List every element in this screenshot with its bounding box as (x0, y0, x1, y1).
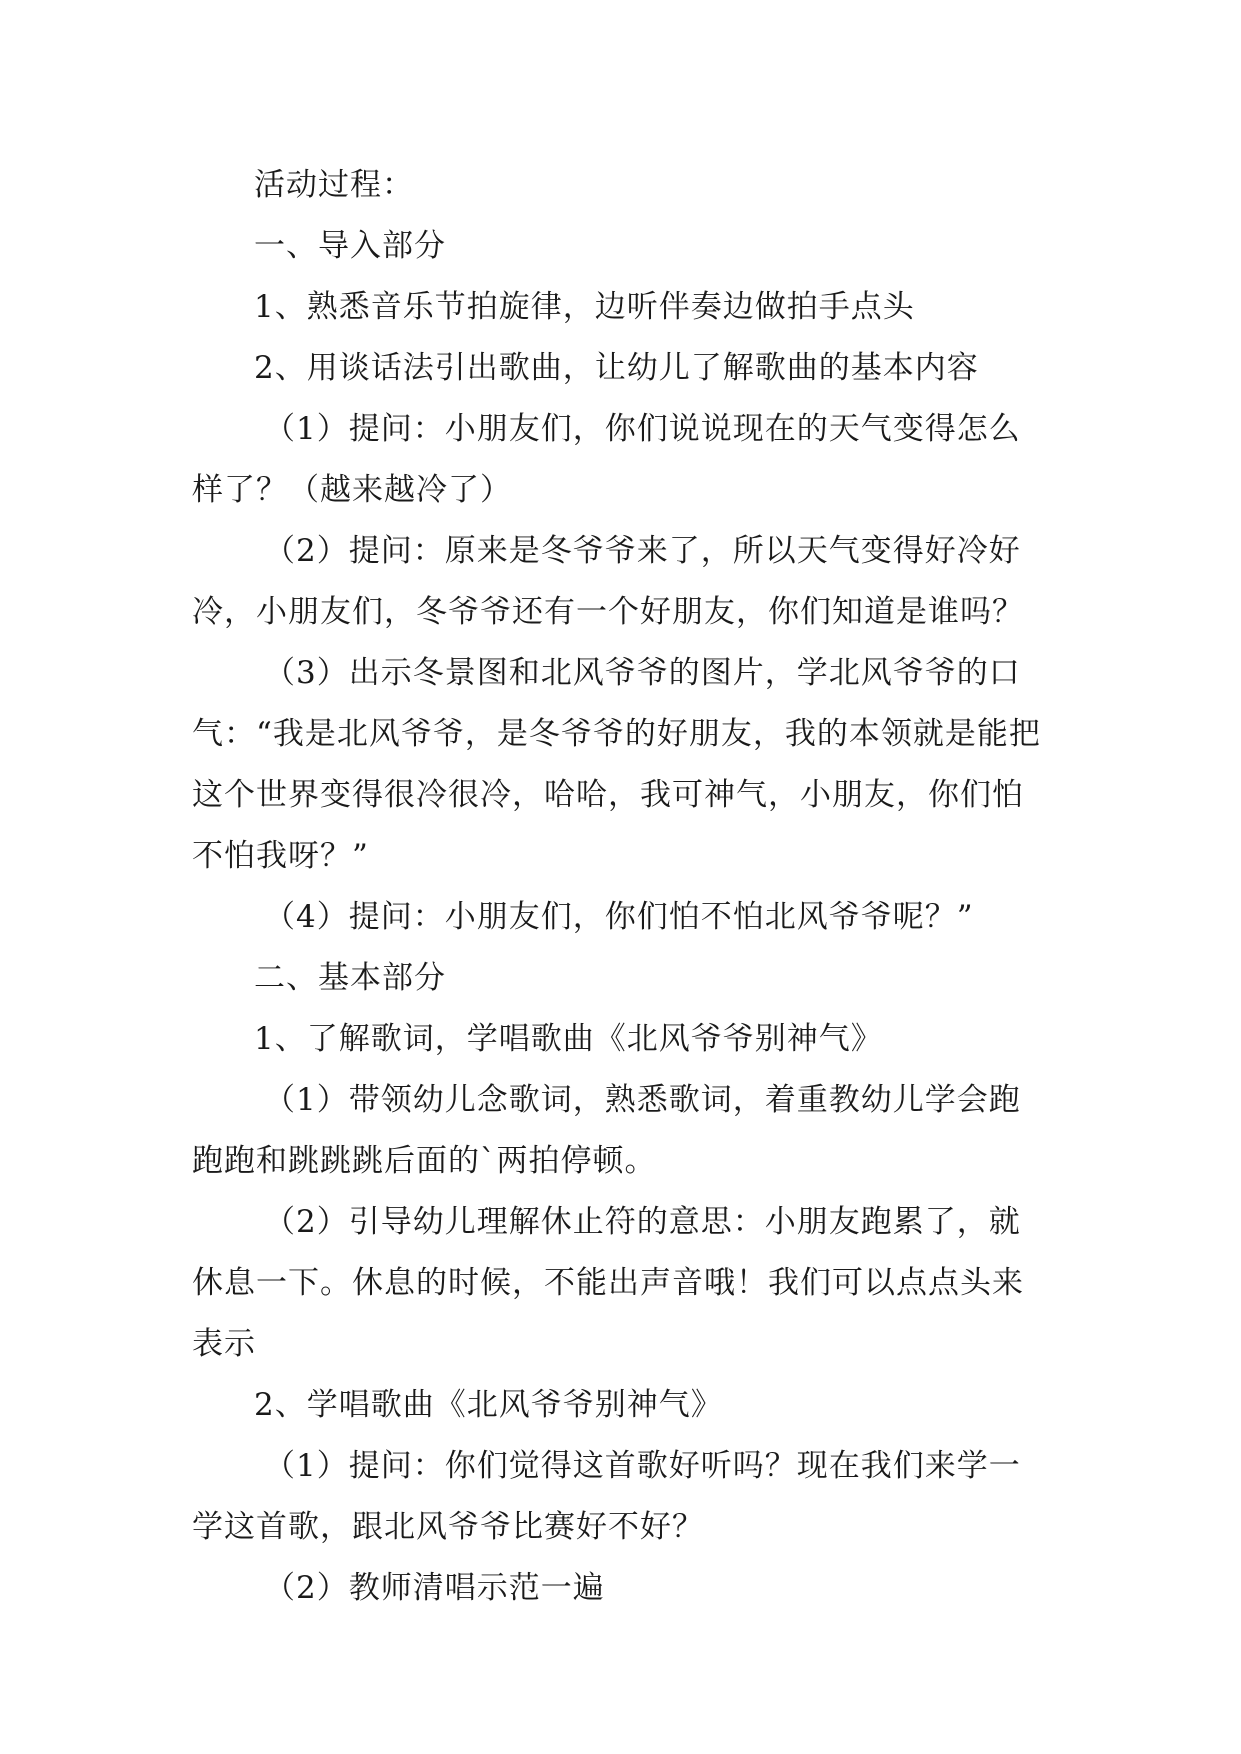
item-2-teacher-demo: （2）教师清唱示范一遍 (264, 1570, 605, 1606)
section-heading-basic: 二、基本部分 (254, 960, 446, 996)
question-2-winter-grandpa: （2）提问：原来是冬爷爷来了，所以天气变得好冷好冷，小朋友们，冬爷爷还有一个好朋友，你们知道是谁吗？ (192, 533, 1024, 630)
section-title-process: 活动过程： (254, 167, 414, 203)
item-1-read-lyrics: （1）带领幼儿念歌词，熟悉歌词，着重教幼儿学会跑跑跑和跳跳跳后面的`两拍停顿。 (192, 1082, 1021, 1179)
step-2-learn-song: 2、学唱歌曲《北风爷爷别神气》 (254, 1387, 723, 1423)
step-1-rhythm: 1、熟悉音乐节拍旋律，边听伴奏边做拍手点头 (254, 289, 915, 325)
step-1-lyrics: 1、了解歌词，学唱歌曲《北风爷爷别神气》 (254, 1021, 883, 1057)
item-3-north-wind-picture: （3）出示冬景图和北风爷爷的图片，学北风爷爷的口气：“我是北风爷爷，是冬爷爷的好朋友，我的本领就是能把这个世界变得很冷很冷，哈哈，我可神气，小朋友，你们怕不怕我呀？” (192, 655, 1041, 874)
section-heading-intro: 一、导入部分 (254, 228, 446, 264)
document-body (192, 155, 1052, 1619)
question-1-like-song: （1）提问：你们觉得这首歌好听吗？现在我们来学一学这首歌，跟北风爷爷比赛好不好？ (192, 1448, 1021, 1545)
question-4-afraid: （4）提问：小朋友们，你们怕不怕北风爷爷呢？” (264, 899, 974, 935)
question-1-weather: （1）提问：小朋友们，你们说说现在的天气变得怎么样了？（越来越冷了） (192, 411, 1021, 508)
step-2-conversation: 2、用谈话法引出歌曲，让幼儿了解歌曲的基本内容 (254, 350, 979, 386)
item-2-rest-symbol: （2）引导幼儿理解休止符的意思：小朋友跑累了，就休息一下。休息的时候，不能出声音哦！我们可以点点头来表示 (192, 1204, 1024, 1362)
